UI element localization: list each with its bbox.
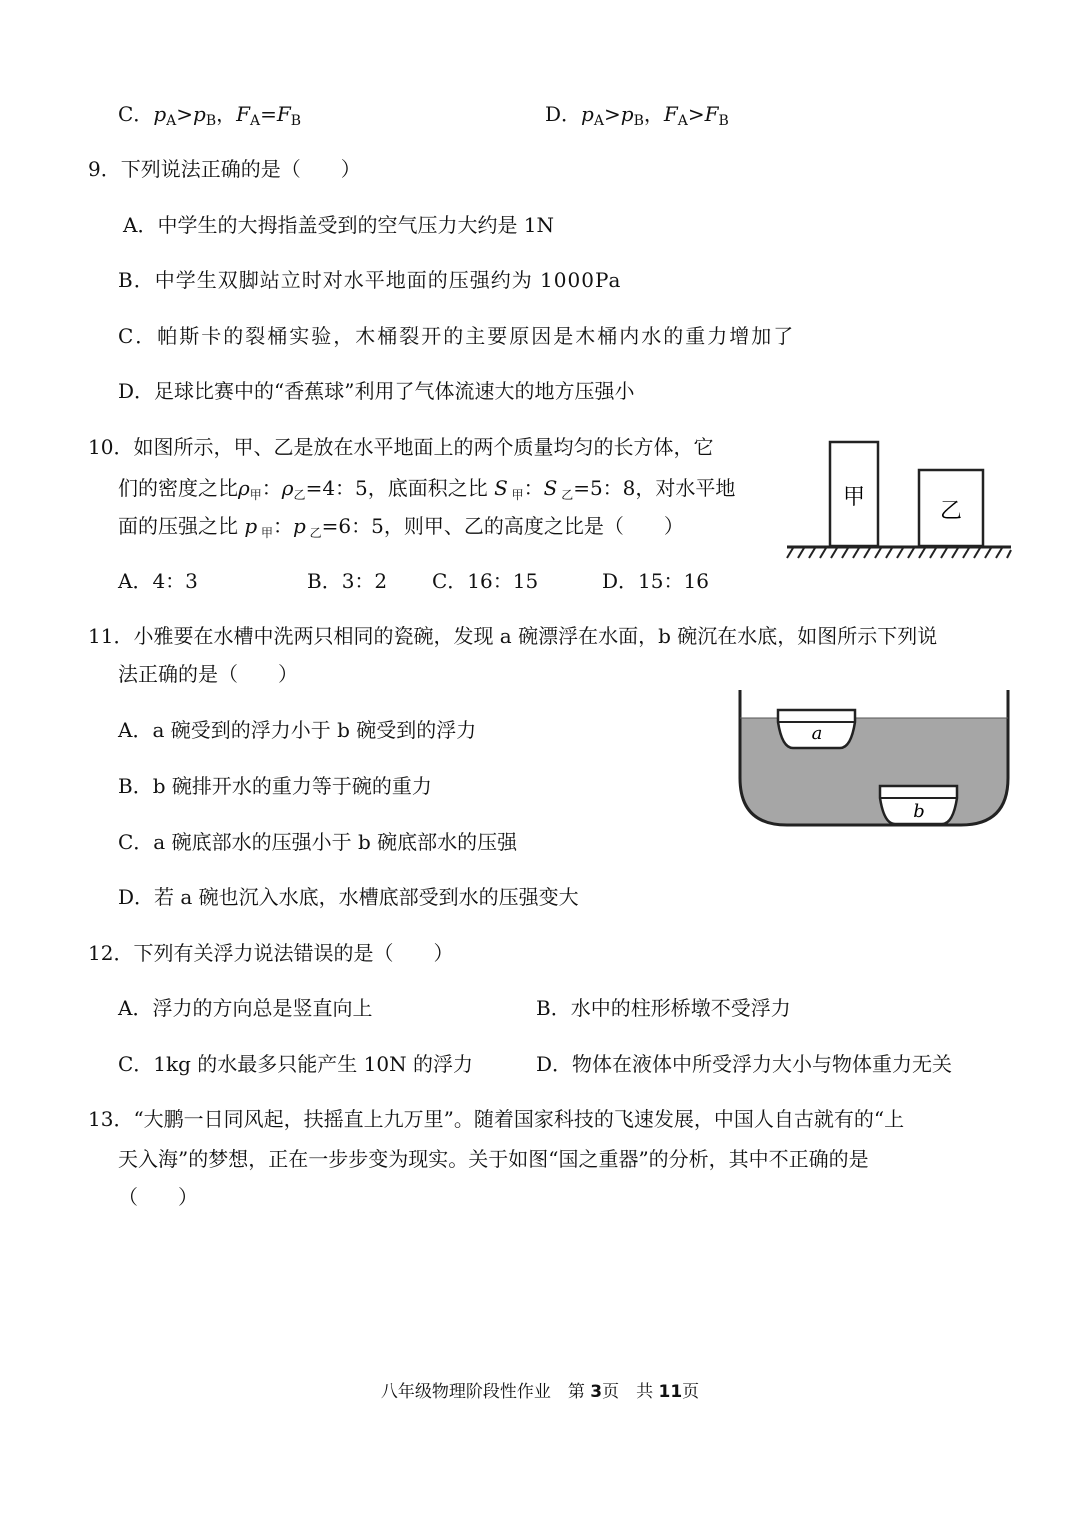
q11-option-d: D．若 a 碗也沉入水底，水槽底部受到水的压强变大 bbox=[118, 885, 579, 909]
bowl-a-label: a bbox=[811, 723, 823, 744]
q12-stem: 12．下列有关浮力说法错误的是（ ） bbox=[88, 941, 454, 965]
q11-stem-line2: 法正确的是（ ） bbox=[118, 662, 298, 686]
q12-option-c: C．1kg 的水最多只能产生 10N 的浮力 bbox=[118, 1052, 473, 1076]
q8-option-d: D．$p_A>p_B$，$F_A>F_B$ bbox=[545, 102, 729, 129]
q13-stem-line2: 天入海”的梦想，正在一步步变为现实。关于如图“国之重器”的分析，其中不正确的是 bbox=[118, 1147, 869, 1171]
q9-option-a: A．中学生的大拇指盖受到的空气压力大约是 1N bbox=[123, 213, 555, 237]
ground-hatching bbox=[787, 548, 1011, 558]
q13-stem-line3: （ ） bbox=[118, 1185, 198, 1209]
q9-option-b: B．中学生双脚站立时对水平地面的压强约为 1000Pa bbox=[118, 268, 622, 292]
q10-stem-line3: 面的压强之比 p $_甲$：p $_乙$=6：5，则甲、乙的高度之比是（ ） bbox=[118, 514, 684, 540]
q9-option-d: D．足球比赛中的“香蕉球”利用了气体流速大的地方压强小 bbox=[118, 379, 635, 403]
q12-option-d: D．物体在液体中所受浮力大小与物体重力无关 bbox=[536, 1052, 953, 1076]
q12-option-a: A．浮力的方向总是竖直向上 bbox=[118, 996, 373, 1020]
q11-option-c: C．a 碗底部水的压强小于 b 碗底部水的压强 bbox=[118, 830, 518, 854]
q10-option-b: B．3：2 bbox=[307, 569, 388, 593]
page-footer: 八年级物理阶段性作业 第 3页 共 11页 bbox=[380, 1382, 700, 1402]
page-number: 3 bbox=[590, 1382, 603, 1402]
q12-option-b: B．水中的柱形桥墩不受浮力 bbox=[536, 996, 791, 1020]
q11-option-b: B．b 碗排开水的重力等于碗的重力 bbox=[118, 774, 432, 798]
q10-figure bbox=[785, 436, 1015, 566]
block-yi-label: 乙 bbox=[939, 499, 963, 524]
total-pages: 11 bbox=[658, 1382, 683, 1402]
bowl-b-label: b bbox=[913, 801, 925, 822]
q10-stem-line2: 们的密度之比$\rho_甲$：$\rho_乙=4$：5，底面积之比 S $_甲$：S $_乙$=5：8，对水平地 bbox=[118, 476, 736, 502]
q10-option-a: A．4：3 bbox=[118, 569, 198, 593]
block-jia-label: 甲 bbox=[842, 485, 866, 510]
q9-option-c: C．帕斯卡的裂桶实验，木桶裂开的主要原因是木桶内水的重力增加了 bbox=[118, 324, 796, 348]
q11-option-a: A．a 碗受到的浮力小于 b 碗受到的浮力 bbox=[118, 718, 477, 742]
q11-stem-line1: 11．小雅要在水槽中洗两只相同的瓷碗，发现 a 碗漂浮在水面，b 碗沉在水底，如图所示下列说 bbox=[88, 624, 938, 648]
q13-stem-line1: 13．“大鹏一日同风起，扶摇直上九万里”。随着国家科技的飞速发展，中国人自古就有的“上 bbox=[88, 1107, 905, 1131]
q10-option-d: D．15：16 bbox=[602, 569, 709, 593]
q8-option-c: C．$p_A>p_B$，$F_A=F_B$ bbox=[118, 102, 302, 129]
q9-stem: 9．下列说法正确的是（ ） bbox=[88, 157, 361, 181]
q10-stem-line1: 10．如图所示，甲、乙是放在水平地面上的两个质量均匀的长方体，它 bbox=[88, 435, 714, 459]
q11-figure bbox=[735, 690, 1015, 832]
q10-option-c: C．16：15 bbox=[432, 569, 539, 593]
